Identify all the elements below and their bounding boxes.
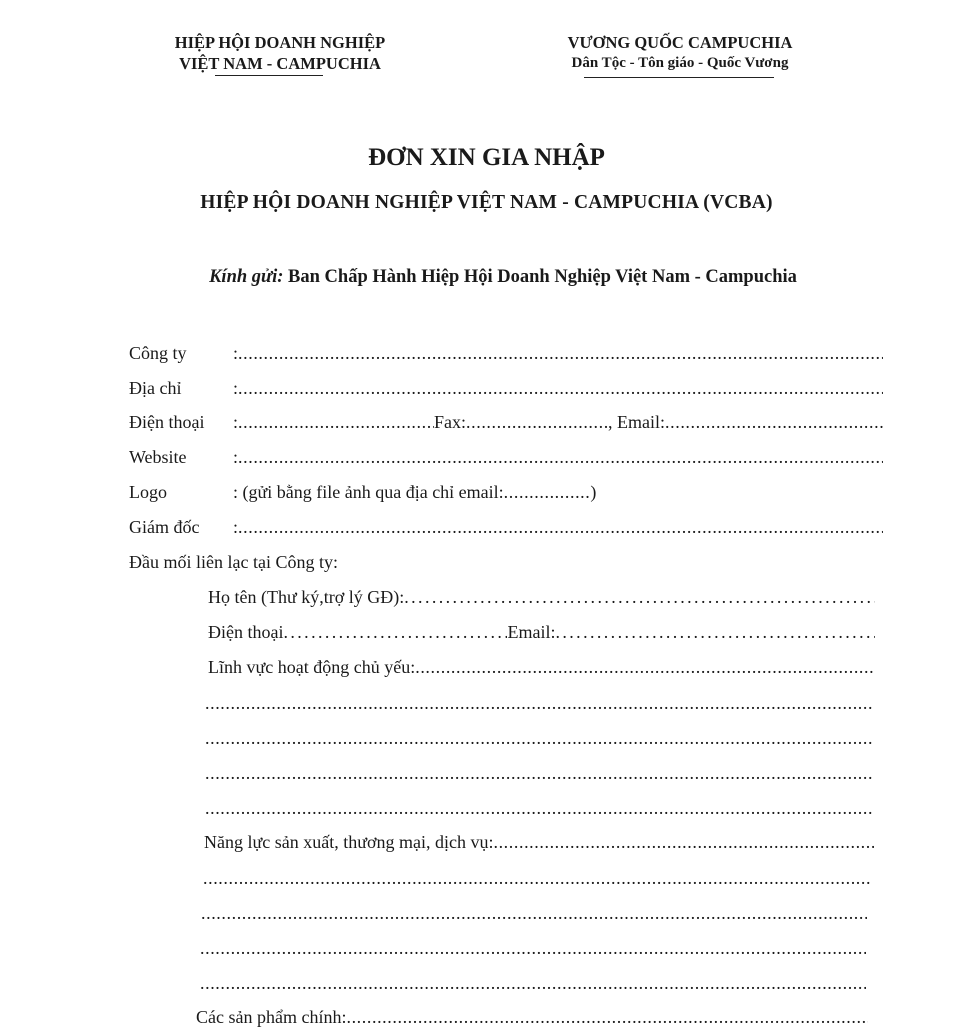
business-row[interactable] bbox=[208, 656, 875, 678]
form-title: ĐƠN XIN GIA NHẬP bbox=[368, 144, 605, 171]
form-subtitle: HIỆP HỘI DOANH NGHIỆP VIỆT NAM - CAMPUCHIA (VCBA) bbox=[200, 192, 773, 213]
contact-phone-row[interactable] bbox=[208, 621, 875, 643]
contact-phone-label: Điện thoại bbox=[208, 622, 284, 642]
capacity-fill-line[interactable] bbox=[203, 867, 871, 889]
association-header bbox=[120, 32, 440, 74]
address-label: Địa chỉ bbox=[129, 378, 182, 398]
colon: : bbox=[233, 517, 239, 537]
logo-email-fill[interactable]: ................. bbox=[503, 482, 591, 502]
address-fill-line[interactable] bbox=[238, 377, 883, 399]
phone-row[interactable] bbox=[129, 411, 883, 433]
capacity-label: Năng lực sản xuất, thương mại, dịch vụ: bbox=[204, 832, 494, 852]
email-label: , Email: bbox=[608, 412, 666, 432]
director-fill-line[interactable] bbox=[238, 516, 883, 538]
address-row[interactable] bbox=[129, 377, 883, 399]
business-fill-line[interactable] bbox=[415, 656, 875, 678]
colon: : bbox=[233, 343, 239, 363]
capacity-fill-line[interactable] bbox=[493, 831, 874, 853]
email-fill-line[interactable] bbox=[665, 411, 883, 433]
capacity-fill-line[interactable] bbox=[200, 972, 866, 994]
phone-fill-line[interactable] bbox=[238, 411, 434, 433]
company-row[interactable] bbox=[129, 342, 883, 364]
colon: : bbox=[233, 447, 239, 467]
capacity-row[interactable] bbox=[204, 831, 874, 853]
contact-email-label: Email: bbox=[507, 622, 556, 642]
contact-phone-fill-line[interactable] bbox=[283, 621, 507, 643]
colon: : bbox=[233, 378, 239, 398]
products-label: Các sản phẩm chính: bbox=[196, 1007, 347, 1027]
company-fill-line[interactable] bbox=[238, 342, 883, 364]
phone-label: Điện thoại bbox=[129, 412, 205, 432]
contact-name-label: Họ tên (Thư ký,trợ lý GĐ): bbox=[208, 587, 405, 607]
logo-label: Logo bbox=[129, 482, 167, 502]
company-label: Công ty bbox=[129, 343, 187, 363]
business-fill-line[interactable] bbox=[205, 692, 873, 714]
capacity-fill-line[interactable] bbox=[200, 937, 866, 959]
business-fill-line[interactable] bbox=[205, 727, 873, 749]
header-underline-right bbox=[584, 77, 774, 78]
kingdom-name: VƯƠNG QUỐC CAMPUCHIA bbox=[567, 33, 793, 52]
contact-heading bbox=[129, 551, 338, 573]
association-name-line1: HIỆP HỘI DOANH NGHIỆP bbox=[174, 33, 386, 52]
kingdom-header bbox=[500, 32, 860, 74]
director-row[interactable] bbox=[129, 516, 883, 538]
capacity-fill-line[interactable] bbox=[201, 902, 867, 924]
business-label: Lĩnh vực hoạt động chủ yếu: bbox=[208, 657, 416, 677]
business-fill-line[interactable] bbox=[205, 797, 873, 819]
salutation-label: Kính gửi: bbox=[209, 267, 284, 287]
kingdom-motto: Dân Tộc - Tôn giáo - Quốc Vương bbox=[571, 55, 789, 71]
logo-note-end: ) bbox=[590, 482, 597, 502]
products-row[interactable] bbox=[196, 1006, 868, 1028]
contact-heading-text: Đầu mối liên lạc tại Công ty: bbox=[129, 552, 338, 572]
association-name-line2: VIỆT NAM - CAMPUCHIA bbox=[179, 54, 381, 73]
salutation-recipient: Ban Chấp Hành Hiệp Hội Doanh Nghiệp Việt Nam - Campuchia bbox=[288, 267, 797, 287]
fax-label: Fax: bbox=[434, 412, 467, 432]
business-fill-line[interactable] bbox=[205, 762, 873, 784]
logo-row bbox=[129, 481, 883, 503]
website-fill-line[interactable] bbox=[238, 446, 883, 468]
website-row[interactable] bbox=[129, 446, 883, 468]
salutation bbox=[0, 267, 973, 288]
colon: : bbox=[233, 412, 239, 432]
products-fill-line[interactable] bbox=[346, 1006, 868, 1028]
contact-email-fill-line[interactable] bbox=[555, 621, 875, 643]
website-label: Website bbox=[129, 447, 187, 467]
director-label: Giám đốc bbox=[129, 517, 200, 537]
logo-note: : (gửi bằng file ảnh qua địa chỉ email: bbox=[233, 482, 504, 502]
contact-name-row[interactable] bbox=[208, 586, 875, 608]
fax-fill-line[interactable] bbox=[466, 411, 608, 433]
header-underline-left bbox=[215, 75, 323, 76]
contact-name-fill-line[interactable] bbox=[404, 586, 875, 608]
